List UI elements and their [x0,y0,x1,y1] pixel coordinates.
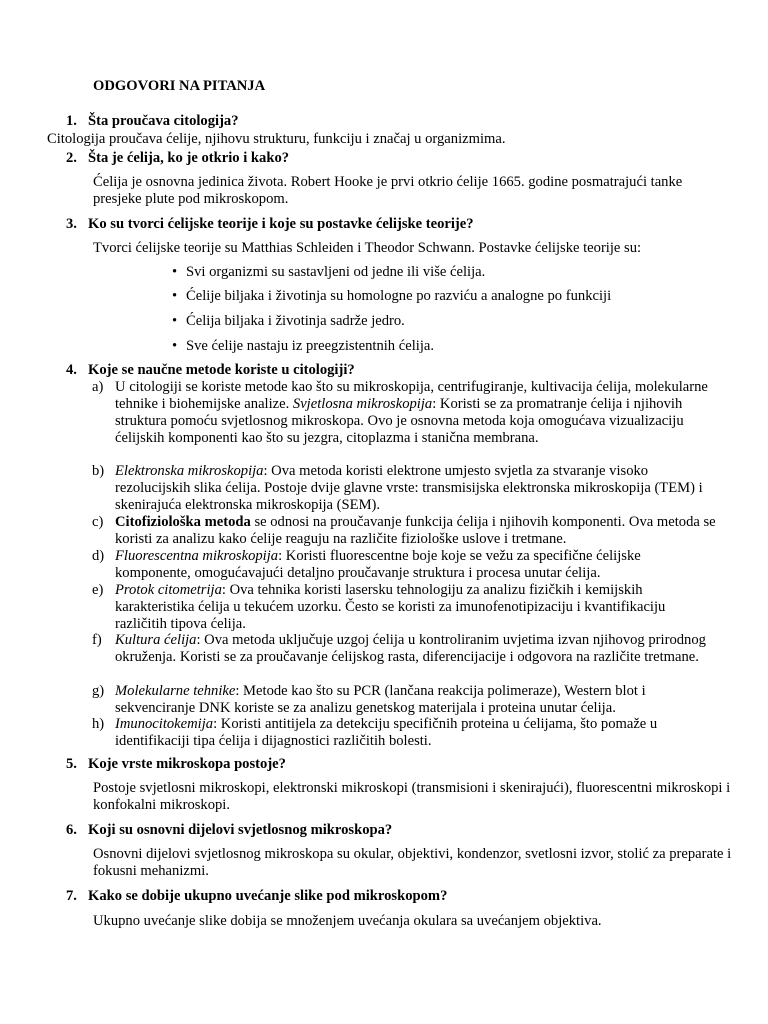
item-label: b) [92,463,105,479]
item-label: f) [92,632,102,648]
bullet-icon: • [172,313,178,329]
question-text: Koje vrste mikroskopa postoje? [88,756,286,772]
list-item: • Ćelija biljaka i životinja sadrže jedro. [172,313,405,329]
question-7 [66,888,447,905]
question-text: Ko su tvorci ćelijske teorije i koje su postavke ćelijske teorije? [88,216,474,232]
bullet-icon: • [172,288,178,304]
method-item-g: g) Molekularne tehnike: Metode kao što su PCR (lančana reakcija polimeraze), Western blot i sekvenciranje DNK koriste se za analizu genetskog materijala i proteina unutar ćelija. [92,683,646,716]
question-1 [66,113,239,130]
answer-5: Postoje svjetlosni mikroskopi, elektronski mikroskopi (transmisioni i skenirajući), fluorescentni mikroskopi i konfokalni mikroskopi. [93,780,731,813]
question-3 [66,216,474,233]
question-number: 3. [66,216,77,232]
question-5 [66,756,286,773]
question-number: 1. [66,113,77,129]
question-number: 4. [66,362,77,378]
method-item-f: f) Kultura ćelija: Ova metoda uključuje uzgoj ćelija u kontroliranim uvjetima izvan njihovog prirodnog okruženja. Koristi se za proučavanje ćelijskog rasta, diferencijacije i odgovora na različite tretmane. [92,632,706,665]
answer-3: Tvorci ćelijske teorije su Matthias Schleiden i Theodor Schwann. Postavke ćelijske teorije su: [93,240,642,256]
method-item-d: d) Fluorescentna mikroskopija: Koristi fluorescentne boje koje se vežu za specifične ćelijske komponente, omogućavajući detaljno proučavanje struktura i procesa unutar ćelija. [92,548,641,581]
bullet-icon: • [172,338,178,354]
item-label: h) [92,716,105,732]
question-2 [66,150,289,167]
question-text: Kako se dobije ukupno uvećanje slike pod mikroskopom? [88,888,448,904]
question-text: Šta proučava citologija? [88,113,239,129]
method-item-h: h) Imunocitokemija: Koristi antitijela za detekciju specifičnih proteina u ćelijama, što pomaže u identifikaciji tipa ćelija i dijagnostici različitih bolesti. [92,716,658,749]
list-item: • Ćelije biljaka i životinja su homologne po razviću a analogne po funkciji [172,288,612,304]
answer-2: Ćelija je osnovna jedinica života. Robert Hooke je prvi otkrio ćelije 1665. godine posmatrajući tanke presjeke plute pod mikroskopom. [93,174,683,207]
method-item-e: e) Protok citometrija: Ova tehnika koristi lasersku tehnologiju za analizu fizičkih i kemijskih karakteristika ćelija u tekućem uzorku. Često se koristi za imunofenotipizaciju i kvantifikaciju različitih tipova ćelija. [92,582,666,632]
question-6 [66,822,392,839]
page-title: ODGOVORI NA PITANJA [93,78,266,94]
question-4 [66,362,355,379]
question-number: 6. [66,822,77,838]
question-text: Šta je ćelija, ko je otkrio i kako? [88,150,290,166]
item-label: e) [92,582,104,598]
question-number: 7. [66,888,77,904]
item-label: a) [92,379,104,395]
question-text: Koje se naučne metode koriste u citologiji? [88,362,355,378]
list-item: • Svi organizmi su sastavljeni od jedne ili više ćelija. [172,264,486,280]
answer-6: Osnovni dijelovi svjetlosnog mikroskopa su okular, objektivi, kondenzor, svetlosni izvor, stolić za preparate i fokusni mehanizmi. [93,846,732,879]
item-label: g) [92,683,105,699]
method-item-b: b) Elektronska mikroskopija: Ova metoda koristi elektrone umjesto svjetla za stvaranje visoko rezolucijskih slika ćelija. Postoje dvije glavne vrste: transmisijska elektronska mikroskopija (TEM) i skenirajuća elektronska mikroskopija (SEM). [92,463,703,513]
answer-7: Ukupno uvećanje slike dobija se množenjem uvećanja okulara sa uvećanjem objektiva. [93,913,602,929]
question-number: 2. [66,150,77,166]
question-text: Koji su osnovni dijelovi svjetlosnog mikroskopa? [88,822,393,838]
method-item-c: c) Citofiziološka metoda se odnosi na proučavanje funkcija ćelija i njihovih komponenti. Ova metoda se koristi za analizu kako ćelije reaguju na različite fiziološke uslove i tretmane. [92,514,716,547]
question-number: 5. [66,756,77,772]
item-label: c) [92,514,104,530]
list-item: • Sve ćelije nastaju iz preegzistentnih ćelija. [172,338,434,354]
item-label: d) [92,548,105,564]
method-item-a: a) U citologiji se koriste metode kao što su mikroskopija, centrifugiranje, kultivacija ćelija, molekularne tehnike i biohemijske analize. Svjetlosna mikroskopija: Koristi se za promatranje ćelija i njihovih struktura pomoću svjetlosnog mikroskopa. Ovo je osnovna metoda koja omogućava vizualizaciju ćelijskih komponenti kao što su jezgra, citoplazma i stanična membrana. [92,379,708,446]
bullet-icon: • [172,264,178,280]
answer-1: Citologija proučava ćelije, njihovu strukturu, funkciju i značaj u organizmima. [47,131,506,147]
